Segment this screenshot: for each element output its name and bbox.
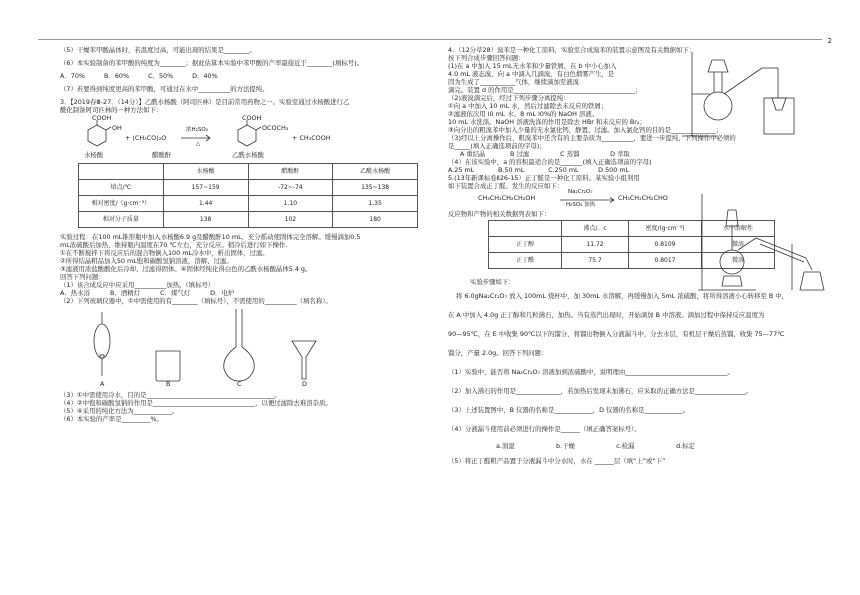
- step-line: 将 6.0gNa₂Cr₂O₇ 放入 100mL 烧杯中，加 30mL 水溶解，再缓慢加入 5mL 浓硫酸，将所得溶液小心转移至 B 中，: [456, 292, 789, 300]
- sub-question-2: （2）下列玻璃仪器中，①中需使用的有________（填标号），不需使用的__________（填名称）。: [60, 297, 332, 305]
- option: b.干燥: [556, 442, 575, 450]
- option: C．煤气灯: [160, 289, 191, 297]
- table-cell: 75.7: [562, 253, 629, 269]
- q4-line: ①向 a 中加入 10 mL 水，然后过滤除去未反应的铁屑；: [448, 102, 608, 110]
- table-row: [79, 164, 418, 180]
- sub-question-1: （1）该合成反应中应采用__________加热。（填标号）: [60, 281, 215, 289]
- left-column: [60, 46, 418, 423]
- table-cell: 熔点/℃: [79, 180, 164, 196]
- q5-line: 反应物和产物的相关数据列表如下：: [448, 210, 551, 218]
- q4-options-1: [448, 150, 828, 158]
- q4-line: （2)液溴滴完后，经过下列步骤分离提纯：: [448, 94, 570, 102]
- sub-question-4: （4）②中饱和碳酸氢钠的作用是________________________________，以便过滤除去难溶杂质。: [60, 399, 332, 407]
- q5-line: 如下装置合成正丁醛。发生的反应如下：: [448, 182, 564, 190]
- question-line: （1）实验中，能否将 Na₂Cr₂O₇ 溶液加到浓硫酸中，说明理由________________________________。: [448, 368, 734, 376]
- option: C.250 mL: [548, 166, 579, 174]
- table-cell: 1.35: [333, 196, 418, 212]
- q4-line: ③向分出的粗溴苯中加入少量的无水氯化钙，静置、过滤。加入氯化钙的目的是______________；: [448, 126, 723, 134]
- table-cell: 138: [163, 212, 248, 228]
- apparatus-label-a: A: [100, 380, 105, 388]
- left-props-table: [78, 163, 418, 228]
- option: A．热水浴: [60, 289, 90, 297]
- butyraldehyde-apparatus: [696, 190, 834, 300]
- table-cell: 1.10: [248, 196, 333, 212]
- q4-options-2: [448, 166, 828, 174]
- option: B.50 mL: [498, 166, 525, 174]
- table-cell: -72~-74: [248, 180, 333, 196]
- sub-question-5: （5）④采用的纯化方法为____________。: [60, 407, 179, 415]
- eq-conditions: H₂SO₄ 加热: [566, 202, 596, 208]
- table-cell: 0.8109: [629, 237, 702, 253]
- bromobenzene-apparatus: [678, 50, 818, 142]
- eq-reagent: Na₂Cr₂O₇: [568, 189, 593, 195]
- option: C．50%: [148, 72, 174, 80]
- table-header: 醋酸酐: [248, 164, 333, 180]
- q4-line: 因为生成了___________气体，继续滴加至液溴: [448, 78, 580, 86]
- r1-sub: OH: [112, 124, 122, 132]
- left-q6-options: [60, 72, 418, 80]
- table-header: [79, 164, 164, 180]
- table-row: [79, 212, 418, 228]
- table-cell: 相对密度/（g·cm⁻³）: [79, 196, 164, 212]
- option: c.检漏: [616, 442, 635, 450]
- option: a.润湿: [496, 442, 515, 450]
- heat: △: [196, 141, 201, 147]
- q4-line: 10 mL 水洗涤。NaOH 溶液洗涤的作用是除去 HBr 和未反应的 Br₂；: [448, 118, 646, 126]
- table-row: [79, 196, 418, 212]
- label-reactant: 水杨酸: [84, 151, 104, 159]
- table-cell: 正丁醛: [489, 253, 562, 269]
- q3-title: 3．【2019春Ⅲ-27．（14分）】乙酰水杨酸（阿司匹林）是目前常用药物之一。实验室通过水杨酸进行乙: [60, 98, 350, 106]
- apparatus-label-b: B: [166, 380, 171, 388]
- page-number: 2: [827, 37, 832, 45]
- procedure-line: ③滤液用浓盐酸酸化后冷却、过滤得固体。④固体经纯化得白色的乙酰水杨酸晶体5.4 g。: [60, 265, 312, 273]
- table-row: [79, 180, 418, 196]
- step-line: 馏分，产量 2.0g。回答下列问题：: [448, 349, 548, 357]
- step-line: 在 A 中加入 4.0g 正丁醇和几粒沸石，加热。当有蒸汽出现时，开始滴加 B 中溶液。滴加过程中保持反应温度为: [448, 311, 765, 319]
- table-cell: 微溶: [702, 253, 775, 269]
- table-cell: 135~138: [333, 180, 418, 196]
- table-cell: 157~159: [163, 180, 248, 196]
- option: A 重结晶: [460, 150, 486, 158]
- apparatus-figure: [60, 305, 418, 391]
- option: D．40%: [192, 72, 218, 80]
- left-q7: （7）若要得到纯度更高的苯甲酸，可通过在水中__________的方法提纯。: [60, 85, 269, 93]
- glassware-drawing: [60, 305, 380, 391]
- header-rule: [38, 39, 822, 40]
- r1-group: COOH: [92, 114, 112, 122]
- apparatus-label-d: D: [302, 380, 307, 388]
- reaction-scheme: [60, 114, 418, 160]
- option: C 蒸馏: [560, 150, 580, 158]
- left-q5: （5）干燥苯甲酸晶体时，若温度过高，可能出现的结果是________。: [60, 46, 256, 54]
- q4-options-3: [448, 442, 828, 450]
- q4-intro: 按下列合成步骤回答问题：: [448, 54, 525, 62]
- q5-title: 5.(13年新课标卷Ⅱ26-15）正丁醛是一种化工原料。某实验小组利用: [448, 174, 640, 182]
- condition: 浓H₂SO₄: [186, 127, 208, 133]
- question-line: （3）上述装置图中，B 仪器的名称是____________，D 仪器的名称是____________。: [448, 406, 690, 414]
- procedure-line: ①在不断搅拌下将反应后的混合物倒入100 mL冷水中，析出固体，过滤。: [60, 249, 269, 257]
- option: D.500 mL: [598, 166, 630, 174]
- label-product: 乙酰水杨酸: [232, 151, 264, 159]
- table-cell: 0.8017: [629, 253, 702, 269]
- option: B．60%: [104, 72, 130, 80]
- step-line: 90—95℃，在 E 中收集 90℃以下的馏分，将馏出物倒入分液漏斗中，分去水层，有机层干燥后蒸馏，收集 75—77℃: [448, 330, 785, 338]
- q4-sub4: （4）在该实验中，a 的容积最适合的是_______(填入正确选项前的字母): [448, 158, 652, 166]
- apparatus-label-c: C: [237, 380, 242, 388]
- table-cell: 相对分子质量: [79, 212, 164, 228]
- procedure-line: mL浓硫酸后加热，维持瓶内温度在70 ℃左右，充分反应。稍冷后进行如下操作.: [60, 241, 288, 249]
- option: D．电炉: [210, 289, 235, 297]
- table-header: 沸点/。c: [562, 221, 629, 237]
- eq-product: CH₃CH₂CH₂CHO: [618, 194, 668, 202]
- p-group: COOH: [242, 114, 262, 122]
- table-cell: 微溶: [702, 237, 775, 253]
- q4-line: （3)经以上分离操作后，粗溴苯中还含有的主要杂质为__________，要进一步提纯，下列操作中必须的: [448, 134, 736, 142]
- q4-title: 4．（12分草28）溴苯是一种化工原料，实验室合成溴苯的装置示意图及有关数据如下：: [448, 46, 696, 54]
- q4-line: ②滤液依次用 l0 mL 水、8 mL l0%的 NaOH 溶液、: [448, 110, 599, 118]
- option: d.标定: [676, 442, 696, 450]
- option: A.25 mL: [448, 166, 475, 174]
- sub-question-6: （6）本实验的产率是_________%。: [60, 415, 163, 423]
- table-cell: 11.72: [562, 237, 629, 253]
- label-anhydride: 醋酸酐: [152, 151, 172, 159]
- p-sub: OCOCH₃: [262, 124, 289, 132]
- anhydride: + (CH₃CO)₂O: [125, 134, 167, 142]
- eq-reactant: CH₃CH₂CH₂CH₂OH: [478, 194, 536, 202]
- option: B．酒精灯: [110, 289, 140, 297]
- left-q6: （6）本实验制备的苯甲酸的纯度为________；据此估算本实验中苯甲酸的产率最接近于________(填标号)。: [60, 59, 364, 67]
- procedure-line: ②所得结晶粗品加入50 mL饱和碳酸氢钠溶液，溶解、过滤。: [60, 257, 233, 265]
- table-header: 水中溶解性: [702, 221, 775, 237]
- q4-line: (1)在 a 中加入 15 mL无水苯和少量铁屑，在 b 中小心加入: [448, 62, 617, 70]
- question-line: （4）分液漏斗使用前必须进行的操作是______（填正确答案标号）。: [448, 425, 641, 433]
- acetic-acid: + CH₃COOH: [292, 134, 331, 142]
- steps-title: 实验步骤如下：: [470, 278, 515, 286]
- question-line: （5）将正丁醛粗产品置于分液漏斗中分水时，水在 ______层（填“上”或“下”: [448, 457, 666, 465]
- q3-title-cont: 酰化制备阿司匹林的一种方法如下：: [60, 106, 163, 114]
- procedure-line: 回答下列问题：: [60, 273, 105, 281]
- table-header: 乙酰水杨酸: [333, 164, 418, 180]
- option: A．70%: [60, 72, 85, 80]
- sub-question-3: （3）①中需使用冷水，目的是________________________________________。: [60, 391, 281, 399]
- q4-line: 是_____(填入正确选项前的字母)；: [448, 142, 546, 150]
- question-line: （2）加入沸石的作用是______________，若加热后发现未加沸石，应采取的正确方法是________________。: [448, 387, 753, 395]
- table-cell: 正丁醇: [489, 237, 562, 253]
- table-header: 水杨酸: [163, 164, 248, 180]
- q4-line: 滴完。装置 d 的作用是______________________________________；: [448, 86, 642, 94]
- table-cell: 180: [333, 212, 418, 228]
- q4-line: 4.0 mL 液态溴，向 a 中滴入几滴溴，有白色烟雾产生，是: [448, 70, 615, 78]
- procedure-line: 实验过程：在100 mL锥形瓶中加入水杨酸6.9 g及醋酸酐10 mL，充分摇动使固体完全溶解。缓慢滴加0.5: [60, 233, 361, 241]
- option: B 过滤: [510, 150, 530, 158]
- table-header: [489, 221, 562, 237]
- table-cell: 1.44: [163, 196, 248, 212]
- sub1-options: [60, 289, 418, 297]
- table-header: 密度/(g·cm⁻³): [629, 221, 702, 237]
- table-cell: 102: [248, 212, 333, 228]
- option: D 萃取: [610, 150, 630, 158]
